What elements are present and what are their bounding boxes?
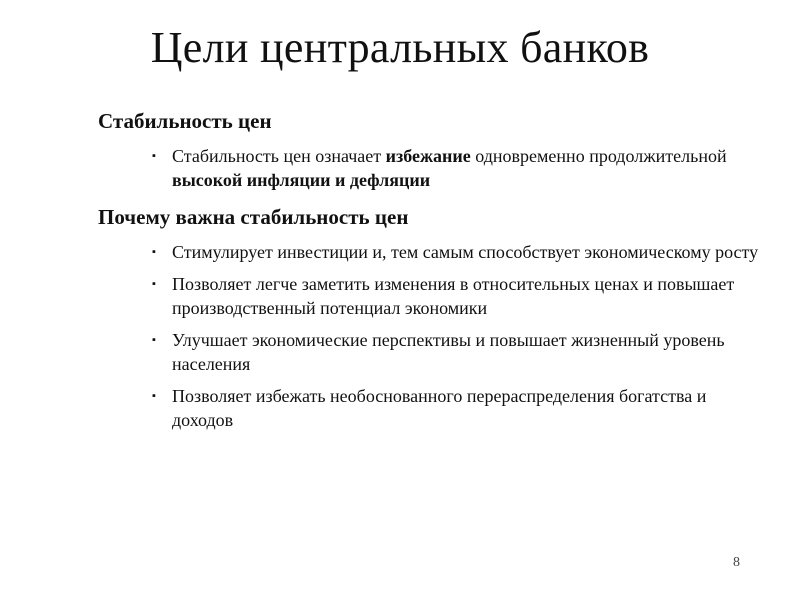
bullet-text-bold-part: избежание (385, 146, 471, 166)
bullet-text: Позволяет избежать необоснованного перераспределения богатства и доходов (172, 386, 707, 430)
section-heading-price-stability: Стабильность цен (98, 109, 272, 133)
bullet-square-icon: ▪ (152, 390, 156, 402)
bullet-item (150, 328, 768, 376)
bullet-text: Стимулирует инвестиции и, тем самым способствует экономическому росту (172, 242, 759, 262)
bullet-item (150, 144, 768, 192)
bullet-item (150, 384, 768, 432)
bullet-text-part: Стабильность цен означает (172, 146, 386, 166)
bullet-square-icon: ▪ (152, 334, 156, 346)
section-heading-why-important: Почему важна стабильность цен (98, 205, 409, 229)
bullet-text-part: одновременно продолжительной (470, 146, 727, 166)
bullet-text-bold-part: высокой инфляции и дефляции (172, 170, 431, 190)
page-number: 8 (733, 555, 740, 570)
bullet-text: Улучшает экономические перспективы и повышает жизненный уровень населения (172, 330, 725, 374)
bullet-item (150, 240, 768, 264)
bullet-square-icon: ▪ (152, 246, 156, 258)
bullet-list-why-important (98, 240, 768, 432)
bullet-text: Позволяет легче заметить изменения в относительных ценах и повышает производственный потенциал экономики (172, 274, 735, 318)
bullet-list-price-stability (98, 144, 768, 192)
slide-title: Цели центральных банков (150, 23, 650, 72)
bullet-item (150, 272, 768, 320)
bullet-square-icon: ▪ (152, 150, 156, 162)
slide-content (98, 108, 768, 440)
bullet-square-icon: ▪ (152, 278, 156, 290)
